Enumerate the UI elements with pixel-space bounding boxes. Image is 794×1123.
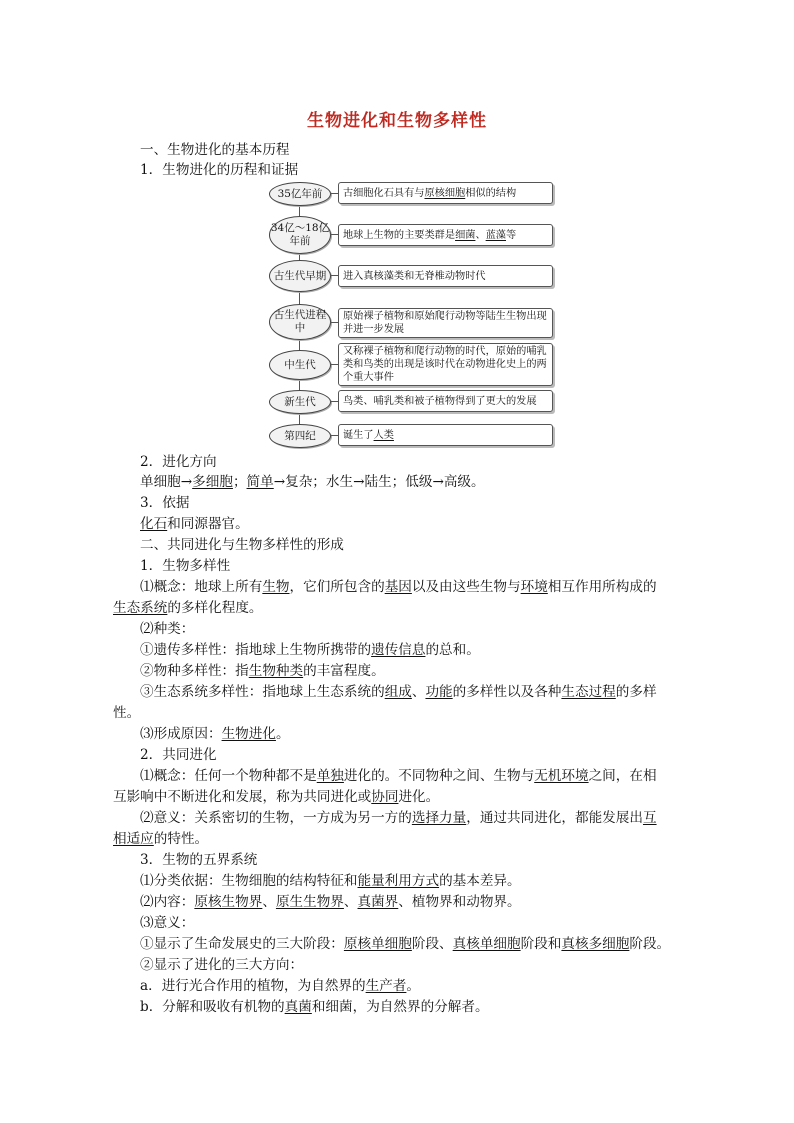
desc-text: 地球上生物的主要类群是 <box>343 229 456 241</box>
timeline-desc <box>338 424 553 446</box>
text: ⑴概念：地球上所有 <box>140 579 263 595</box>
text: ； <box>232 474 247 490</box>
text: 的丰富程度。 <box>303 663 385 679</box>
direction-line <box>140 472 485 492</box>
text: 的特性。 <box>153 831 209 847</box>
section1-sub2: 2．进化方向 <box>140 454 217 470</box>
timeline-connector <box>330 234 338 235</box>
timeline-connector <box>330 364 338 365</box>
key-term: 化石 <box>140 516 168 532</box>
text: 。 <box>406 978 420 994</box>
section2-sub2: 2．共同进化 <box>140 747 217 763</box>
text: ⑴概念：任何一个物种都不是 <box>140 768 317 784</box>
timeline-desc <box>338 265 553 287</box>
timeline-connector <box>330 193 338 194</box>
timeline-connector <box>330 401 338 402</box>
text: 进化。 <box>398 789 440 805</box>
text: 阶段和 <box>520 936 562 952</box>
text: 、 <box>411 684 426 700</box>
timeline-connector <box>330 435 338 436</box>
text: 的多样化程度。 <box>167 600 263 616</box>
key-term: 相适应 <box>113 831 154 847</box>
desc-text: 诞生了 <box>343 429 374 441</box>
timeline-node-era: 古生代进程中 <box>269 304 331 340</box>
desc-text: 、 <box>475 229 486 241</box>
desc-text: 古细胞化石具有与 <box>343 187 425 199</box>
text: 以及由这些生物与 <box>411 579 521 595</box>
key-term: 功能 <box>425 684 453 700</box>
key-term: 原生生物界 <box>275 894 344 910</box>
sig2-line: ②显示了进化的三大方向： <box>140 957 304 973</box>
timeline-desc <box>338 308 553 338</box>
type2-line <box>140 661 385 681</box>
text: 和细菌，为自然界的分解者。 <box>311 999 489 1015</box>
text: ⑶形成原因： <box>140 726 222 742</box>
desc-key-term: 蓝藻 <box>485 229 506 241</box>
timeline-desc <box>338 343 553 386</box>
key-term: 生态系统 <box>113 600 168 616</box>
concept-line <box>140 577 657 597</box>
text: 、植物界和动物界。 <box>398 894 521 910</box>
text: 之间，在相 <box>588 768 657 784</box>
text: 的基本差异。 <box>439 873 521 889</box>
timeline-node-era: 中生代 <box>269 350 331 380</box>
key-term: 原核生物界 <box>194 894 263 910</box>
meaning-line <box>140 808 657 828</box>
key-term: 真核单细胞 <box>452 936 521 952</box>
five2-line <box>140 892 521 912</box>
timeline-node-era: 古生代早期 <box>269 260 331 292</box>
dir-b-line <box>140 997 489 1017</box>
sig1-line <box>140 934 670 954</box>
type3-line-cont: 性。 <box>113 705 141 721</box>
text: ②物种多样性：指 <box>140 663 249 679</box>
key-term: 生物进化 <box>221 726 276 742</box>
text: ③生态系统多样性：指地球上生态系统的 <box>140 684 385 700</box>
text: 相互作用所构成的 <box>547 579 657 595</box>
text: ①显示了生命发展史的三大阶段： <box>140 936 344 952</box>
coevo-line <box>140 766 657 786</box>
section1-sub1: 1．生物进化的历程和证据 <box>140 162 299 178</box>
timeline-connector <box>330 322 338 323</box>
text: 。 <box>275 726 290 742</box>
dir-a-line <box>140 976 420 996</box>
key-term: 选择力量 <box>411 810 467 826</box>
types-label: ⑵种类： <box>140 621 195 637</box>
text: a．进行光合作用的植物，为自然界的 <box>140 978 366 994</box>
desc-text: 鸟类、哺乳类和被子植物得到了更大的发展 <box>343 395 537 407</box>
key-term: 无机环境 <box>534 768 589 784</box>
five3-label: ⑶意义： <box>140 915 195 931</box>
key-term: 生物 <box>262 579 290 595</box>
key-term: 真菌 <box>284 999 312 1015</box>
timeline-node-era: 第四纪 <box>269 424 331 448</box>
section2-heading: 二、共同进化与生物多样性的形成 <box>140 537 344 553</box>
text: 的总和。 <box>425 642 480 658</box>
key-term: 能量利用方式 <box>357 873 440 889</box>
timeline-desc <box>338 182 553 204</box>
timeline-node-era: 35亿年前 <box>269 182 331 206</box>
concept-line-cont <box>113 598 263 618</box>
timeline-connector <box>330 275 338 276</box>
desc-text: 又称裸子植物和爬行动物的时代，原始的哺乳类和鸟类的出现是该时代在动物进化史上的两个重大事件 <box>343 346 547 383</box>
key-term: 生态过程 <box>561 684 616 700</box>
text: 的多样 <box>615 684 657 700</box>
desc-text: 原始裸子植物和原始爬行动物等陆生生物出现并进一步发展 <box>343 311 547 335</box>
key-term: 多细胞 <box>192 474 233 490</box>
timeline-node-era: 新生代 <box>269 390 331 414</box>
basis-line <box>140 514 249 534</box>
text: ①遗传多样性：指地球上生物所携带的 <box>140 642 372 658</box>
desc-key-term: 细菌 <box>455 229 476 241</box>
key-term: 互 <box>642 810 657 826</box>
key-term: 简单 <box>246 474 274 490</box>
text: ⑵内容： <box>140 894 195 910</box>
section2-sub3: 3．生物的五界系统 <box>140 852 258 868</box>
five1-line <box>140 871 521 891</box>
section1-heading: 一、生物进化的基本历程 <box>140 142 290 158</box>
text: →复杂；水生→陆生；低级→高级。 <box>273 474 485 490</box>
key-term: 单独 <box>316 768 344 784</box>
desc-text: 相似的结构 <box>465 187 517 199</box>
key-term: 生产者 <box>365 978 407 994</box>
section1-sub3: 3．依据 <box>140 495 190 511</box>
text: 和同源器官。 <box>167 516 249 532</box>
text: ，它们所包含的 <box>289 579 385 595</box>
text: 的多样性以及各种 <box>452 684 562 700</box>
key-term: 环境 <box>520 579 548 595</box>
key-term: 生物种类 <box>248 663 304 679</box>
meaning-line-cont <box>113 829 208 849</box>
type1-line <box>140 640 480 660</box>
text: 阶段。 <box>629 936 671 952</box>
timeline-desc <box>338 224 553 246</box>
key-term: 原核单细胞 <box>343 936 412 952</box>
key-term: 遗传信息 <box>371 642 426 658</box>
section2-sub1: 1．生物多样性 <box>140 558 231 574</box>
text: 、 <box>343 894 358 910</box>
text: b．分解和吸收有机物的 <box>140 999 285 1015</box>
text: 阶段、 <box>411 936 453 952</box>
text: ，通过共同进化，都能发展出 <box>466 810 643 826</box>
page-title: 生物进化和生物多样性 <box>307 111 487 131</box>
text: ⑵意义：关系密切的生物，一方成为另一方的 <box>140 810 412 826</box>
type3-line <box>140 682 657 702</box>
key-term: 组成 <box>384 684 412 700</box>
cause-line <box>140 724 290 744</box>
text: 单细胞→ <box>140 474 193 490</box>
text: 、 <box>262 894 276 910</box>
desc-text: 进入真核藻类和无脊椎动物时代 <box>343 270 486 282</box>
timeline-node-era: 34亿～18亿年前 <box>269 216 331 254</box>
key-term: 协同 <box>371 789 399 805</box>
key-term: 真菌界 <box>357 894 399 910</box>
timeline-desc <box>338 390 553 412</box>
desc-key-term: 人类 <box>373 429 394 441</box>
text: ⑴分类依据：生物细胞的结构特征和 <box>140 873 358 889</box>
text: 互影响中不断进化和发展，称为共同进化或 <box>113 789 372 805</box>
text: 进化的。不同物种之间、生物与 <box>343 768 535 784</box>
desc-key-term: 原核细胞 <box>424 187 466 199</box>
key-term: 基因 <box>384 579 412 595</box>
evolution-timeline-diagram <box>266 180 558 450</box>
coevo-line-cont <box>113 787 439 807</box>
key-term: 真核多细胞 <box>561 936 630 952</box>
desc-text: 等 <box>506 229 517 241</box>
